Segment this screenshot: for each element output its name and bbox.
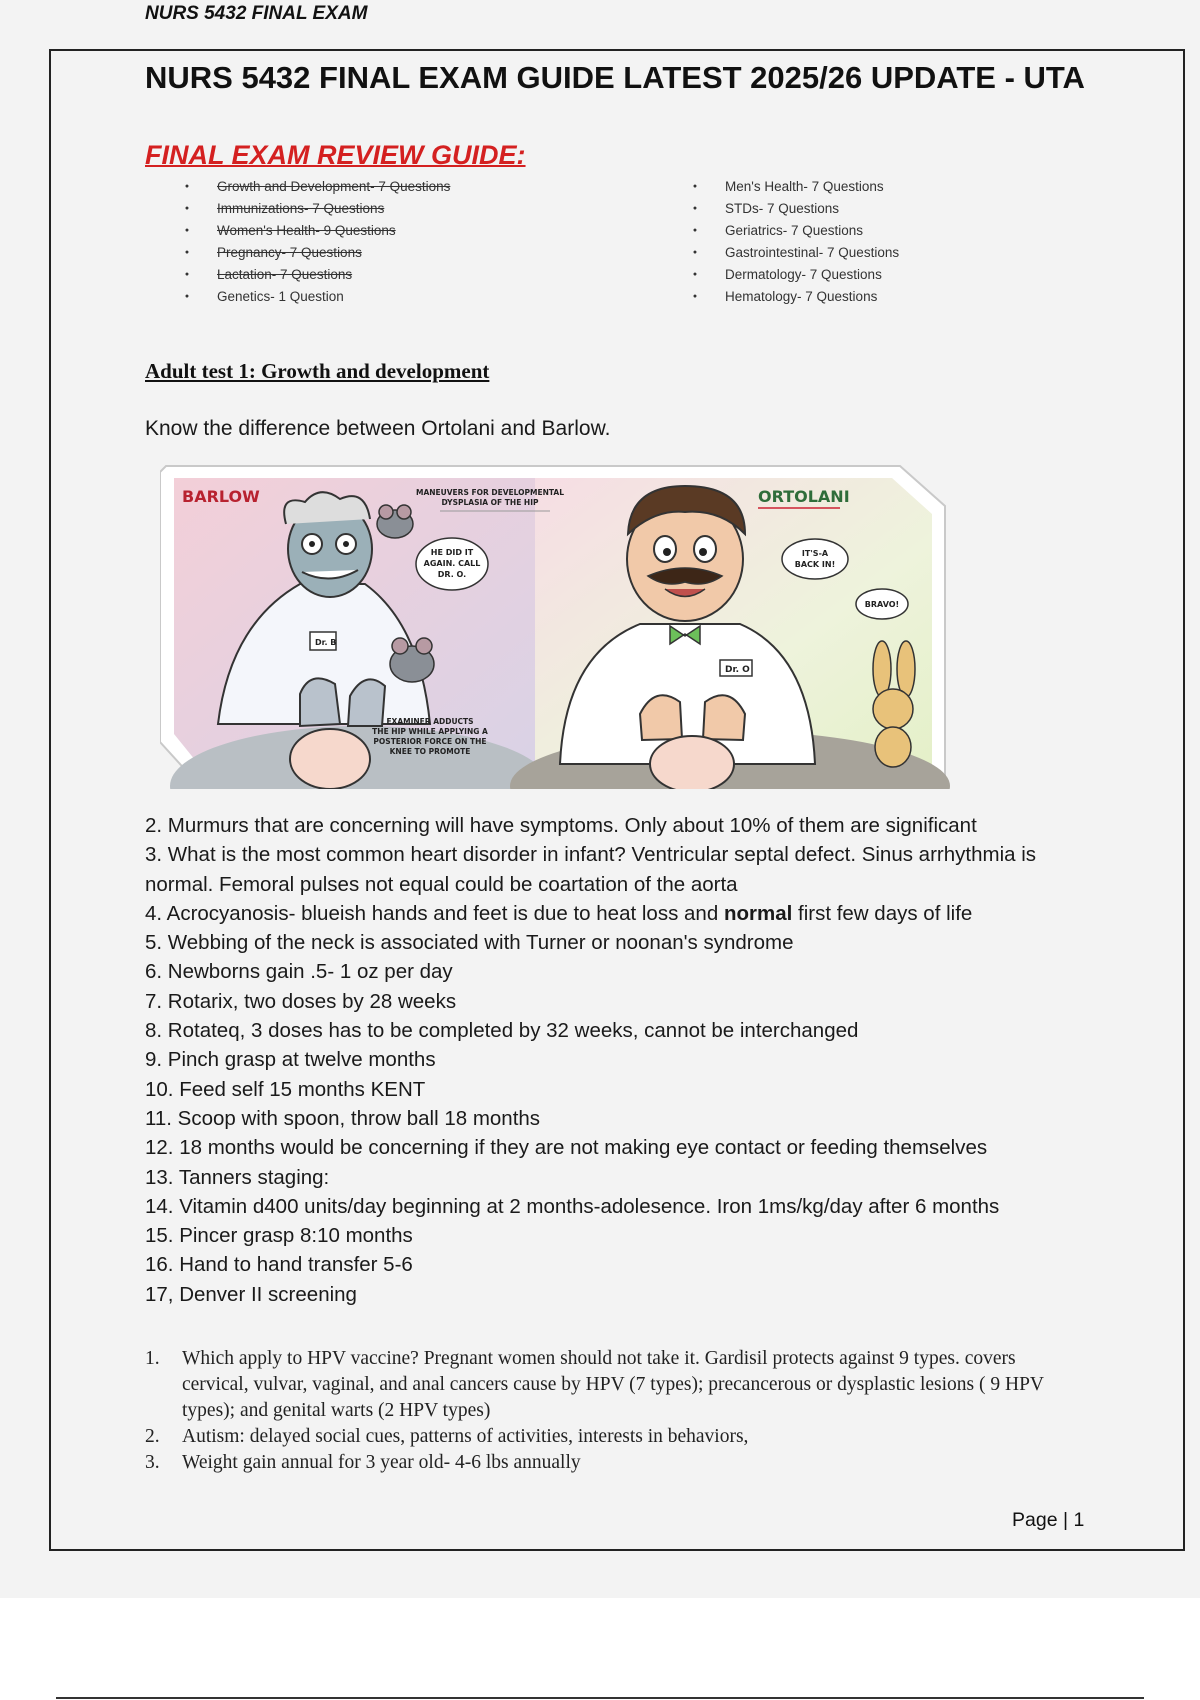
topic-label: Women's Health- 9 Questions [217, 223, 396, 238]
bubble-left-line-2: AGAIN. CALL [423, 559, 481, 568]
topic-item [180, 264, 450, 286]
section-heading: Adult test 1: Growth and development [145, 359, 490, 383]
barlow-badge: Dr. B [315, 638, 337, 647]
note-item: 11. Scoop with spoon, throw ball 18 months [145, 1106, 541, 1130]
topic-label: Men's Health- 7 Questions [725, 179, 884, 194]
growth-notes-list [145, 811, 1075, 1309]
barlow-label: BARLOW [182, 487, 260, 506]
note-item [145, 899, 1075, 928]
bullet-icon: ● [692, 249, 698, 256]
note-item: 16. Hand to hand transfer 5-6 [145, 1253, 413, 1277]
topic-item [688, 264, 899, 286]
bullet-icon: ● [184, 249, 190, 256]
topic-label: Gastrointestinal- 7 Questions [725, 245, 900, 260]
bubble-right-line-2: BACK IN! [794, 560, 836, 569]
note-item: 2. Murmurs that are concerning will have symptoms. Only about 10% of them are significant [145, 814, 977, 837]
topic-item [180, 198, 450, 220]
note-item: 13. Tanners staging: [145, 1165, 330, 1189]
bullet-icon: ● [184, 205, 190, 212]
item-text: Which apply to HPV vaccine? Pregnant women should not take it. Gardisil protects against 9 types. covers cervical, vulvar, vaginal, and anal cancers cause by HPV (7 types); precancerous or dysplastic lesions ( 9 HPV types); and genital warts (2 HPV types) [182, 1348, 1044, 1421]
running-header: NURS 5432 FINAL EXAM [145, 3, 368, 24]
note-item: 12. 18 months would be concerning if they are not making eye contact or feeding themselves [145, 1136, 988, 1160]
note-text: first few days of life [792, 901, 973, 925]
topic-label: Genetics- 1 Question [217, 289, 344, 304]
note-item: 6. Newborns gain .5- 1 oz per day [145, 960, 453, 984]
bubble-bravo-text: BRAVO! [864, 600, 900, 609]
note-item: 3. What is the most common heart disorder in infant? Ventricular septal defect. Sinus arrhythmia is normal. Femoral pulses not equal could be coartation of the aorta [145, 843, 1037, 896]
examiner-note-4: KNEE TO PROMOTE [389, 747, 471, 756]
numbered-item [145, 1424, 1085, 1450]
illustration-svg [160, 464, 950, 789]
item-text: Weight gain annual for 3 year old- 4-6 lbs annually [182, 1452, 581, 1473]
bubble-left-line-3: DR. O. [437, 570, 467, 579]
topic-label: Immunizations- 7 Questions [217, 201, 385, 216]
item-text: Autism: delayed social cues, patterns of activities, interests in behaviors, [182, 1426, 749, 1447]
bullet-icon: ● [184, 227, 190, 234]
examiner-note-1: EXAMINER ADDUCTS [386, 717, 474, 726]
ortolani-label: ORTOLANI [758, 487, 850, 506]
ortolani-badge: Dr. O [725, 665, 750, 675]
topic-item [688, 176, 899, 198]
topic-label: STDs- 7 Questions [725, 201, 840, 216]
topic-label: Geriatrics- 7 Questions [725, 223, 864, 238]
bullet-icon: ● [692, 183, 698, 190]
note-text: 4. Acrocyanosis- blueish hands and feet is due to heat loss and [145, 901, 724, 925]
review-guide-heading: FINAL EXAM REVIEW GUIDE: [145, 140, 526, 170]
topic-list-left [180, 176, 450, 308]
bullet-icon: ● [692, 227, 698, 234]
note-item: 5. Webbing of the neck is associated with Turner or noonan's syndrome [145, 931, 794, 955]
intro-line: Know the difference between Ortolani and Barlow. [145, 417, 611, 440]
topic-item [688, 286, 899, 308]
item-number: 2. [145, 1426, 160, 1447]
numbered-item [145, 1450, 1085, 1476]
note-item: 14. Vitamin d400 units/day beginning at 2 months-adolesence. Iron 1ms/kg/day after 6 months [145, 1194, 1000, 1218]
topic-list-right [688, 176, 899, 308]
bullet-icon: ● [184, 183, 190, 190]
baby-left [290, 729, 370, 789]
topic-label: Growth and Development- 7 Questions [217, 179, 451, 194]
topic-item [688, 198, 899, 220]
examiner-note-3: POSTERIOR FORCE ON THE [373, 737, 487, 746]
note-item: 9. Pinch grasp at twelve months [145, 1048, 436, 1072]
item-number: 1. [145, 1348, 160, 1369]
numbered-item [145, 1346, 1085, 1424]
bottom-divider [56, 1697, 1144, 1699]
note-emphasis: normal [723, 901, 793, 925]
bullet-icon: ● [692, 271, 698, 278]
note-item: 15. Pincer grasp 8:10 months [145, 1224, 413, 1248]
bullet-icon: ● [184, 293, 190, 300]
note-item: 17, Denver II screening [145, 1282, 357, 1306]
item-number: 3. [145, 1452, 160, 1473]
topic-item [180, 176, 450, 198]
caption-line-2: DYSPLASIA OF THE HIP [441, 498, 539, 507]
topic-label: Lactation- 7 Questions [217, 267, 353, 282]
mouse-upper [377, 505, 413, 538]
topic-item [688, 242, 899, 264]
ortolani-barlow-illustration [160, 464, 950, 789]
topic-item [180, 242, 450, 264]
note-item: 8. Rotateq, 3 doses has to be completed by 32 weeks, cannot be interchanged [145, 1019, 859, 1043]
topic-label: Dermatology- 7 Questions [725, 267, 882, 282]
bullet-icon: ● [692, 205, 698, 212]
topic-label: Hematology- 7 Questions [725, 289, 878, 304]
bubble-right-line-1: IT'S-A [801, 549, 829, 558]
bubble-left-line-1: HE DID IT [430, 548, 474, 557]
caption-line-1: MANEUVERS FOR DEVELOPMENTAL [415, 488, 565, 497]
document-title: NURS 5432 FINAL EXAM GUIDE LATEST 2025/26 UPDATE - UTA [145, 60, 1085, 95]
topic-item [688, 220, 899, 242]
bullet-icon: ● [184, 271, 190, 278]
baby-right [650, 736, 734, 789]
note-item: 7. Rotarix, two doses by 28 weeks [145, 989, 457, 1013]
page-number: Page | 1 [1012, 1509, 1085, 1531]
topic-item [180, 286, 450, 308]
note-item: 10. Feed self 15 months KENT [145, 1077, 426, 1101]
topic-item [180, 220, 450, 242]
topic-label: Pregnancy- 7 Questions [217, 245, 362, 260]
numbered-question-list [145, 1346, 1085, 1476]
bullet-icon: ● [692, 293, 698, 300]
examiner-note-2: THE HIP WHILE APPLYING A [372, 727, 488, 736]
speech-bubble-right [782, 539, 848, 579]
